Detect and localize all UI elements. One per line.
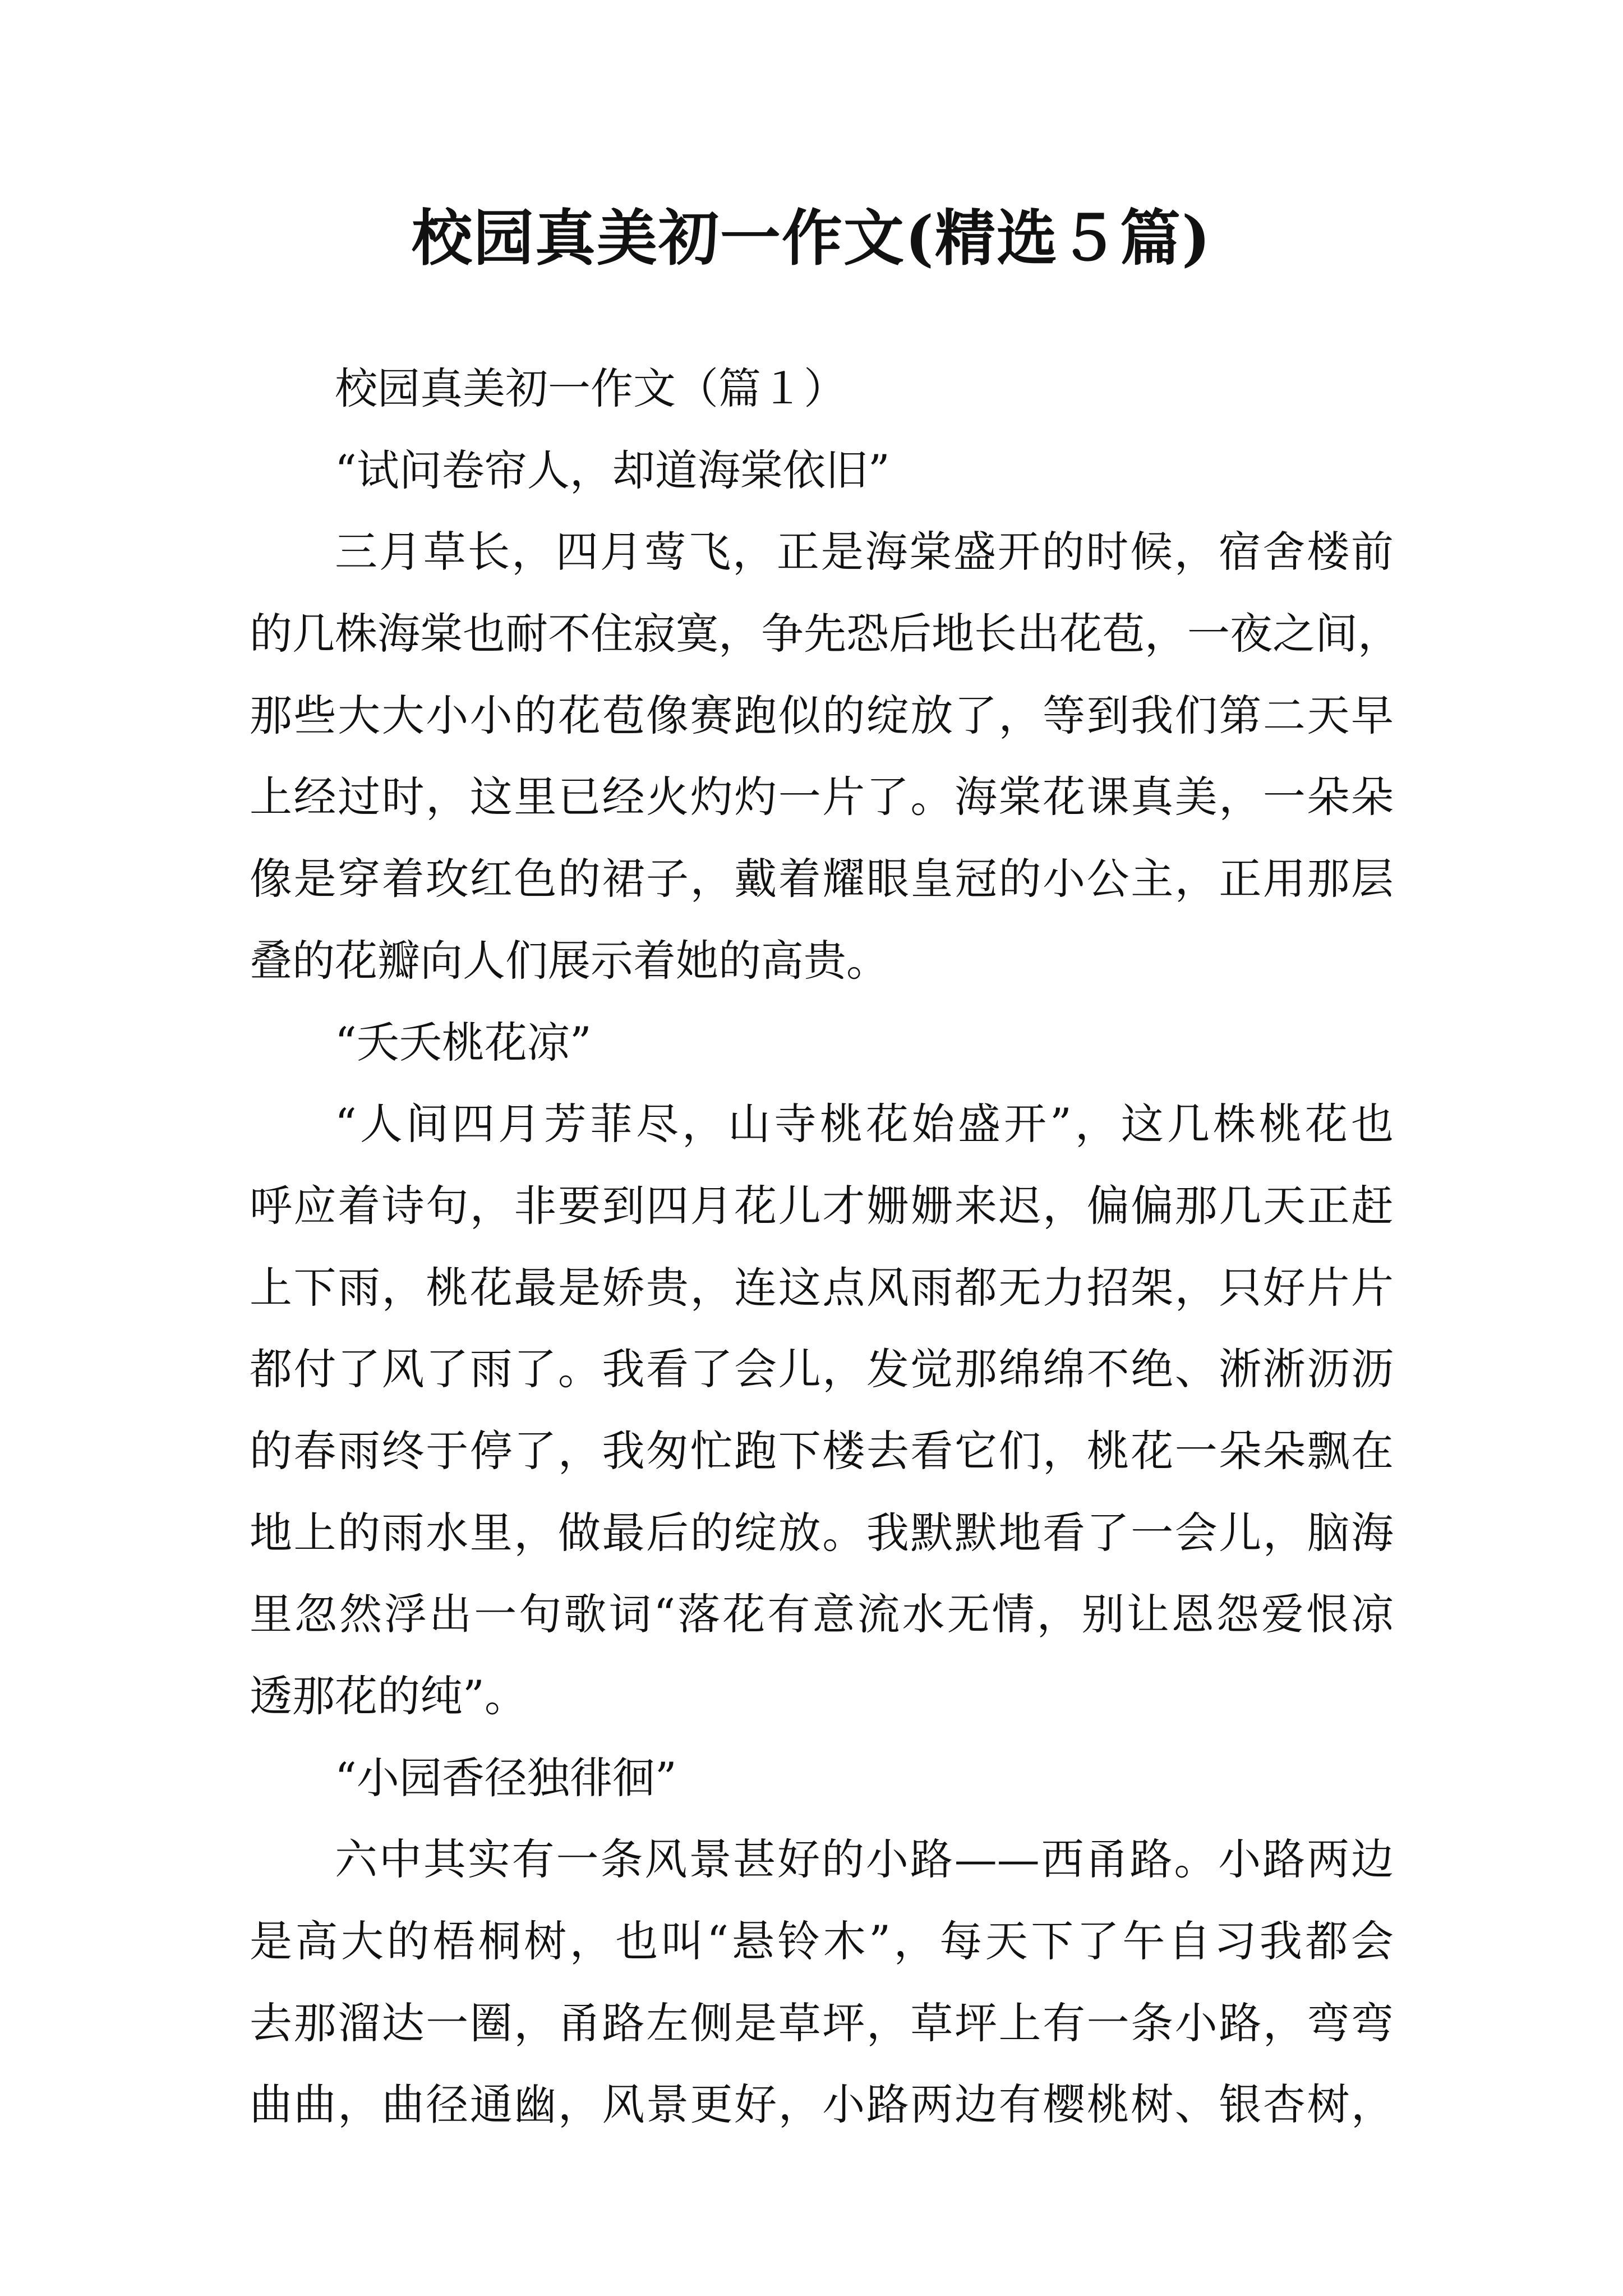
- text-line: 叠的花瓣向人们展示着她的高贵。: [250, 935, 889, 986]
- text-line: “人间四月芳菲尽，山寺桃花始盛开”，这几株桃花也: [335, 1099, 1394, 1149]
- text-line: 像是穿着玫红色的裙子，戴着耀眼皇冠的小公主，正用那层: [250, 854, 1394, 904]
- text-line: “夭夭桃花凉”: [335, 1017, 592, 1068]
- text-line: “小园香径独徘徊”: [335, 1752, 677, 1803]
- text-line: 的几株海棠也耐不住寂寞，争先恐后地长出花苞，一夜之间，: [250, 609, 1400, 659]
- text-line: 里忽然浮出一句歌词“落花有意流水无情，别让恩怨爱恨凉: [250, 1589, 1394, 1640]
- text-line: 的春雨终于停了，我匆忙跑下楼去看它们，桃花一朵朵飘在: [250, 1425, 1394, 1476]
- text-line: “试问卷帘人，却道海棠依旧”: [335, 445, 890, 495]
- text-line: 那些大大小小的花苞像赛跑似的绽放了，等到我们第二天早: [250, 690, 1394, 740]
- text-line: 地上的雨水里，做最后的绽放。我默默地看了一会儿，脑海: [250, 1507, 1394, 1558]
- text-line: 曲曲，曲径通幽，风景更好，小路两边有樱桃树、银杏树，: [250, 2079, 1394, 2130]
- text-line: 透那花的纯”。: [250, 1671, 527, 1721]
- text-line: 上下雨，桃花最是娇贵，连这点风雨都无力招架，只好片片: [250, 1262, 1394, 1313]
- text-line: 呼应着诗句，非要到四月花儿才姗姗来迟，偏偏那几天正赶: [250, 1180, 1394, 1231]
- text-line: 六中其实有一条风景甚好的小路——西甬路。小路两边: [335, 1834, 1394, 1885]
- text-line: 上经过时，这里已经火灼灼一片了。海棠花课真美，一朵朵: [250, 772, 1394, 822]
- document-title: 校园真美初一作文(精选５篇): [411, 203, 1212, 274]
- text-line: 都付了风了雨了。我看了会儿，发觉那绵绵不绝、淅淅沥沥: [250, 1344, 1394, 1395]
- text-line: 是高大的梧桐树，也叫“悬铃木”，每天下了午自习我都会: [250, 1916, 1394, 1967]
- document-body: [250, 348, 1400, 2146]
- text-line: 校园真美初一作文（篇１）: [335, 364, 846, 413]
- text-line: 三月草长，四月莺飞，正是海棠盛开的时候，宿舍楼前: [335, 527, 1394, 577]
- text-line: 去那溜达一圈，甬路左侧是草坪，草坪上有一条小路，弯弯: [250, 1998, 1394, 2048]
